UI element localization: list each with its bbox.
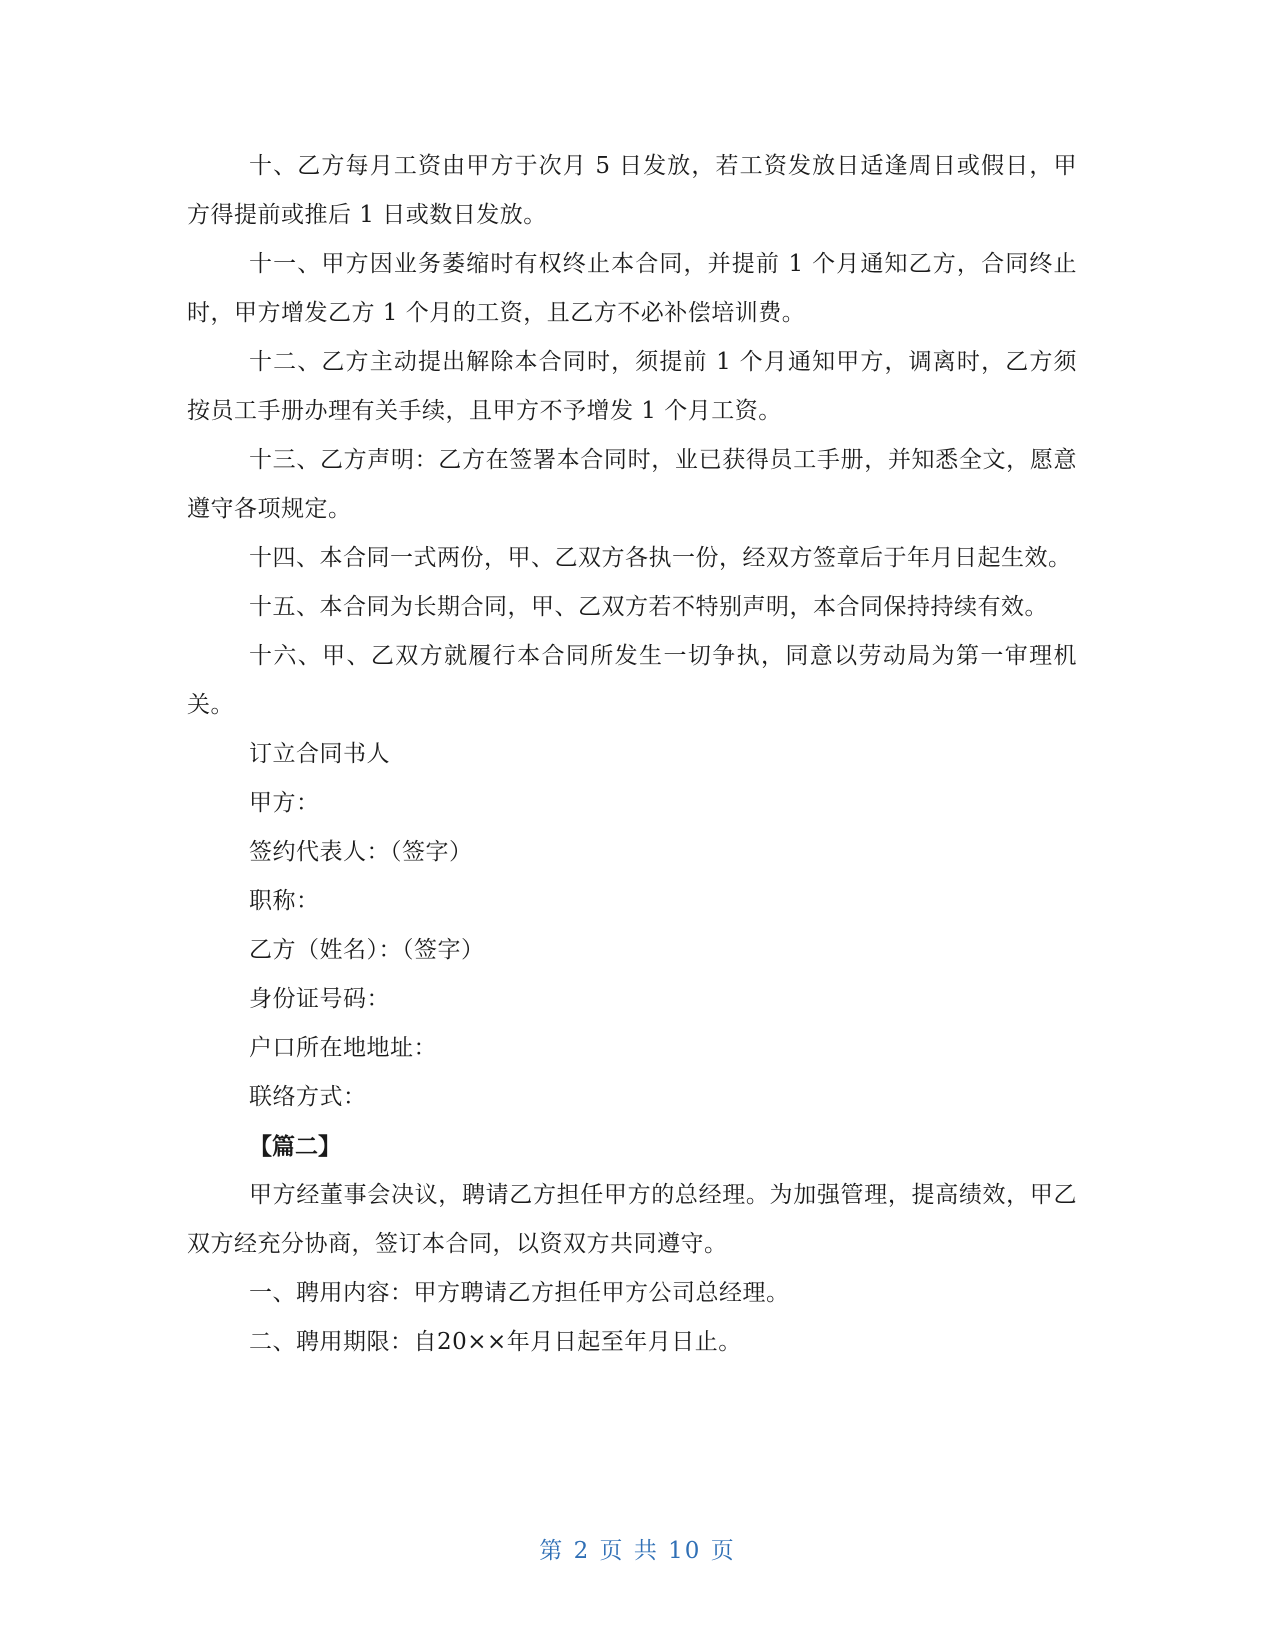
title-label: 职称：: [249, 888, 320, 914]
signatory-heading: 订立合同书人: [249, 741, 390, 767]
contact-label: 联络方式：: [249, 1084, 367, 1110]
clause-16: 十六、甲、乙双方就履行本合同所发生一切争执，同意以劳动局为第一审理机关。: [187, 643, 1077, 718]
footer-suffix: 页: [710, 1538, 736, 1564]
total-pages-number: 10: [668, 1538, 702, 1564]
clause-14: 十四、本合同一式两份，甲、乙双方各执一份，经双方签章后于年月日起生效。: [249, 545, 1072, 571]
page-footer: [0, 1532, 1275, 1565]
section-item-1: 一、聘用内容：甲方聘请乙方担任甲方公司总经理。: [249, 1280, 790, 1306]
section-heading: 【篇二】: [249, 1133, 341, 1160]
clause-15: 十五、本合同为长期合同，甲、乙双方若不特别声明，本合同保持持续有效。: [249, 594, 1048, 620]
id-number-label: 身份证号码：: [249, 986, 390, 1012]
party-b-label: 乙方（姓名）：（签字）: [249, 937, 485, 963]
representative-label: 签约代表人：（签字）: [249, 839, 473, 865]
document-body: [187, 142, 1077, 1367]
signature-block: [187, 730, 1077, 1122]
party-a-label: 甲方：: [249, 790, 320, 816]
footer-middle: 页 共: [599, 1538, 659, 1564]
household-address-label: 户口所在地地址：: [249, 1035, 437, 1061]
section-item-2: 二、聘用期限：自20××年月日起至年月日止。: [249, 1329, 742, 1355]
clause-10: 十、乙方每月工资由甲方于次月 5 日发放，若工资发放日适逢周日或假日，甲方得提前或推后 1 日或数日发放。: [187, 153, 1077, 228]
clause-12: 十二、乙方主动提出解除本合同时，须提前 1 个月通知甲方，调离时，乙方须按员工手册办理有关手续，且甲方不予增发 1 个月工资。: [187, 349, 1077, 424]
clause-13: 十三、乙方声明：乙方在签署本合同时，业已获得员工手册，并知悉全文，愿意遵守各项规定。: [187, 447, 1077, 522]
section-intro: 甲方经董事会决议，聘请乙方担任甲方的总经理。为加强管理，提高绩效，甲乙双方经充分协商，签订本合同，以资双方共同遵守。: [187, 1182, 1077, 1257]
footer-prefix: 第: [539, 1538, 565, 1564]
current-page-number: 2: [573, 1538, 591, 1564]
clause-11: 十一、甲方因业务萎缩时有权终止本合同，并提前 1 个月通知乙方，合同终止时，甲方增发乙方 1 个月的工资，且乙方不必补偿培训费。: [187, 251, 1077, 326]
